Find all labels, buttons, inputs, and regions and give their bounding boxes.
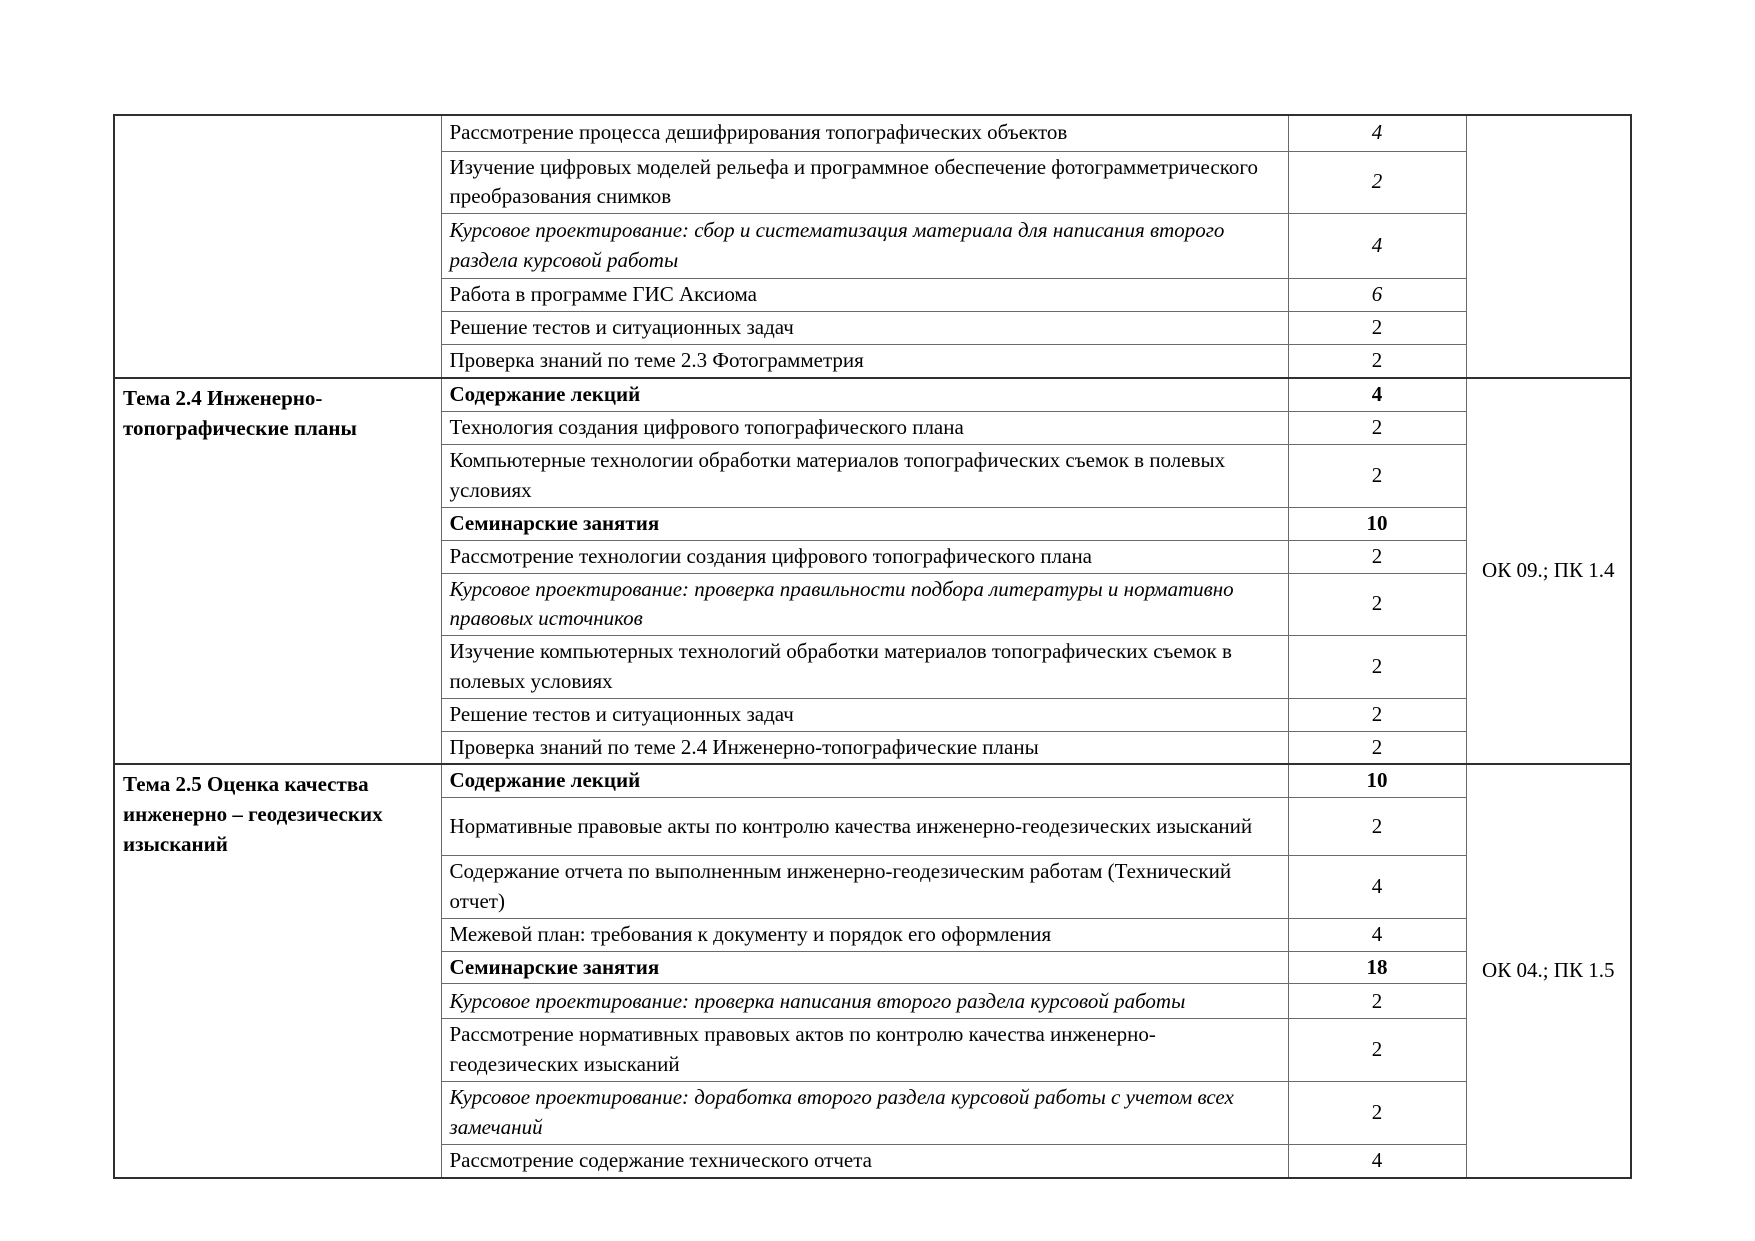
content-cell: Рассмотрение процесса дешифрирования топографических объектов bbox=[441, 115, 1288, 151]
table-row bbox=[114, 378, 1631, 411]
hours-cell: 4 bbox=[1288, 214, 1466, 279]
hours-cell: 2 bbox=[1288, 698, 1466, 731]
hours-cell: 4 bbox=[1288, 856, 1466, 919]
curriculum-table bbox=[113, 114, 1632, 1179]
content-cell: Нормативные правовые акты по контролю качества инженерно-геодезических изысканий bbox=[441, 798, 1288, 856]
content-cell: Содержание отчета по выполненным инженерно-геодезическим работам (Технический отчет) bbox=[441, 856, 1288, 919]
competency-cell: ОК 04.; ПК 1.5 bbox=[1466, 764, 1631, 1177]
hours-cell: 4 bbox=[1288, 115, 1466, 151]
hours-cell: 4 bbox=[1288, 918, 1466, 951]
competency-cell: ОК 09.; ПК 1.4 bbox=[1466, 378, 1631, 764]
content-cell: Курсовое проектирование: проверка правильности подбора литературы и нормативно правовых источников bbox=[441, 573, 1288, 636]
content-cell: Проверка знаний по теме 2.3 Фотограмметрия bbox=[441, 344, 1288, 378]
content-cell: Изучение цифровых моделей рельефа и программное обеспечение фотограмметрического преобразования снимков bbox=[441, 151, 1288, 214]
content-cell: Курсовое проектирование: проверка написания второго раздела курсовой работы bbox=[441, 984, 1288, 1019]
content-cell: Семинарские занятия bbox=[441, 507, 1288, 540]
hours-cell: 2 bbox=[1288, 636, 1466, 699]
content-cell: Решение тестов и ситуационных задач bbox=[441, 698, 1288, 731]
content-cell: Содержание лекций bbox=[441, 378, 1288, 411]
hours-cell: 2 bbox=[1288, 412, 1466, 445]
content-cell: Рассмотрение технологии создания цифрового топографического плана bbox=[441, 540, 1288, 573]
content-cell: Проверка знаний по теме 2.4 Инженерно-топографические планы bbox=[441, 731, 1288, 764]
hours-cell: 2 bbox=[1288, 151, 1466, 214]
hours-cell: 2 bbox=[1288, 444, 1466, 507]
content-cell: Изучение компьютерных технологий обработки материалов топографических съемок в полевых условиях bbox=[441, 636, 1288, 699]
content-cell: Курсовое проектирование: сбор и систематизация материала для написания второго раздела курсовой работы bbox=[441, 214, 1288, 279]
content-cell: Межевой план: требования к документу и порядок его оформления bbox=[441, 918, 1288, 951]
content-cell: Семинарские занятия bbox=[441, 951, 1288, 984]
content-cell: Курсовое проектирование: доработка второго раздела курсовой работы с учетом всех замечаний bbox=[441, 1082, 1288, 1145]
topic-cell bbox=[114, 115, 441, 378]
hours-cell: 2 bbox=[1288, 540, 1466, 573]
hours-cell: 10 bbox=[1288, 507, 1466, 540]
hours-cell: 4 bbox=[1288, 1144, 1466, 1177]
hours-cell: 2 bbox=[1288, 984, 1466, 1019]
content-cell: Рассмотрение содержание технического отчета bbox=[441, 1144, 1288, 1177]
hours-cell: 2 bbox=[1288, 573, 1466, 636]
hours-cell: 10 bbox=[1288, 764, 1466, 797]
content-cell: Содержание лекций bbox=[441, 764, 1288, 797]
topic-cell: Тема 2.5 Оценка качества инженерно – геодезических изысканий bbox=[114, 764, 441, 1177]
table-row bbox=[114, 115, 1631, 151]
hours-cell: 2 bbox=[1288, 311, 1466, 344]
content-cell: Работа в программе ГИС Аксиома bbox=[441, 279, 1288, 312]
content-cell: Решение тестов и ситуационных задач bbox=[441, 311, 1288, 344]
table-row bbox=[114, 764, 1631, 797]
content-cell: Компьютерные технологии обработки материалов топографических съемок в полевых условиях bbox=[441, 444, 1288, 507]
hours-cell: 2 bbox=[1288, 731, 1466, 764]
topic-cell: Тема 2.4 Инженерно-топографические планы bbox=[114, 378, 441, 764]
hours-cell: 18 bbox=[1288, 951, 1466, 984]
hours-cell: 6 bbox=[1288, 279, 1466, 312]
hours-cell: 2 bbox=[1288, 1019, 1466, 1082]
hours-cell: 4 bbox=[1288, 378, 1466, 411]
content-cell: Технология создания цифрового топографического плана bbox=[441, 412, 1288, 445]
hours-cell: 2 bbox=[1288, 344, 1466, 378]
hours-cell: 2 bbox=[1288, 798, 1466, 856]
content-cell: Рассмотрение нормативных правовых актов по контролю качества инженерно-геодезических изысканий bbox=[441, 1019, 1288, 1082]
competency-cell bbox=[1466, 115, 1631, 378]
hours-cell: 2 bbox=[1288, 1082, 1466, 1145]
